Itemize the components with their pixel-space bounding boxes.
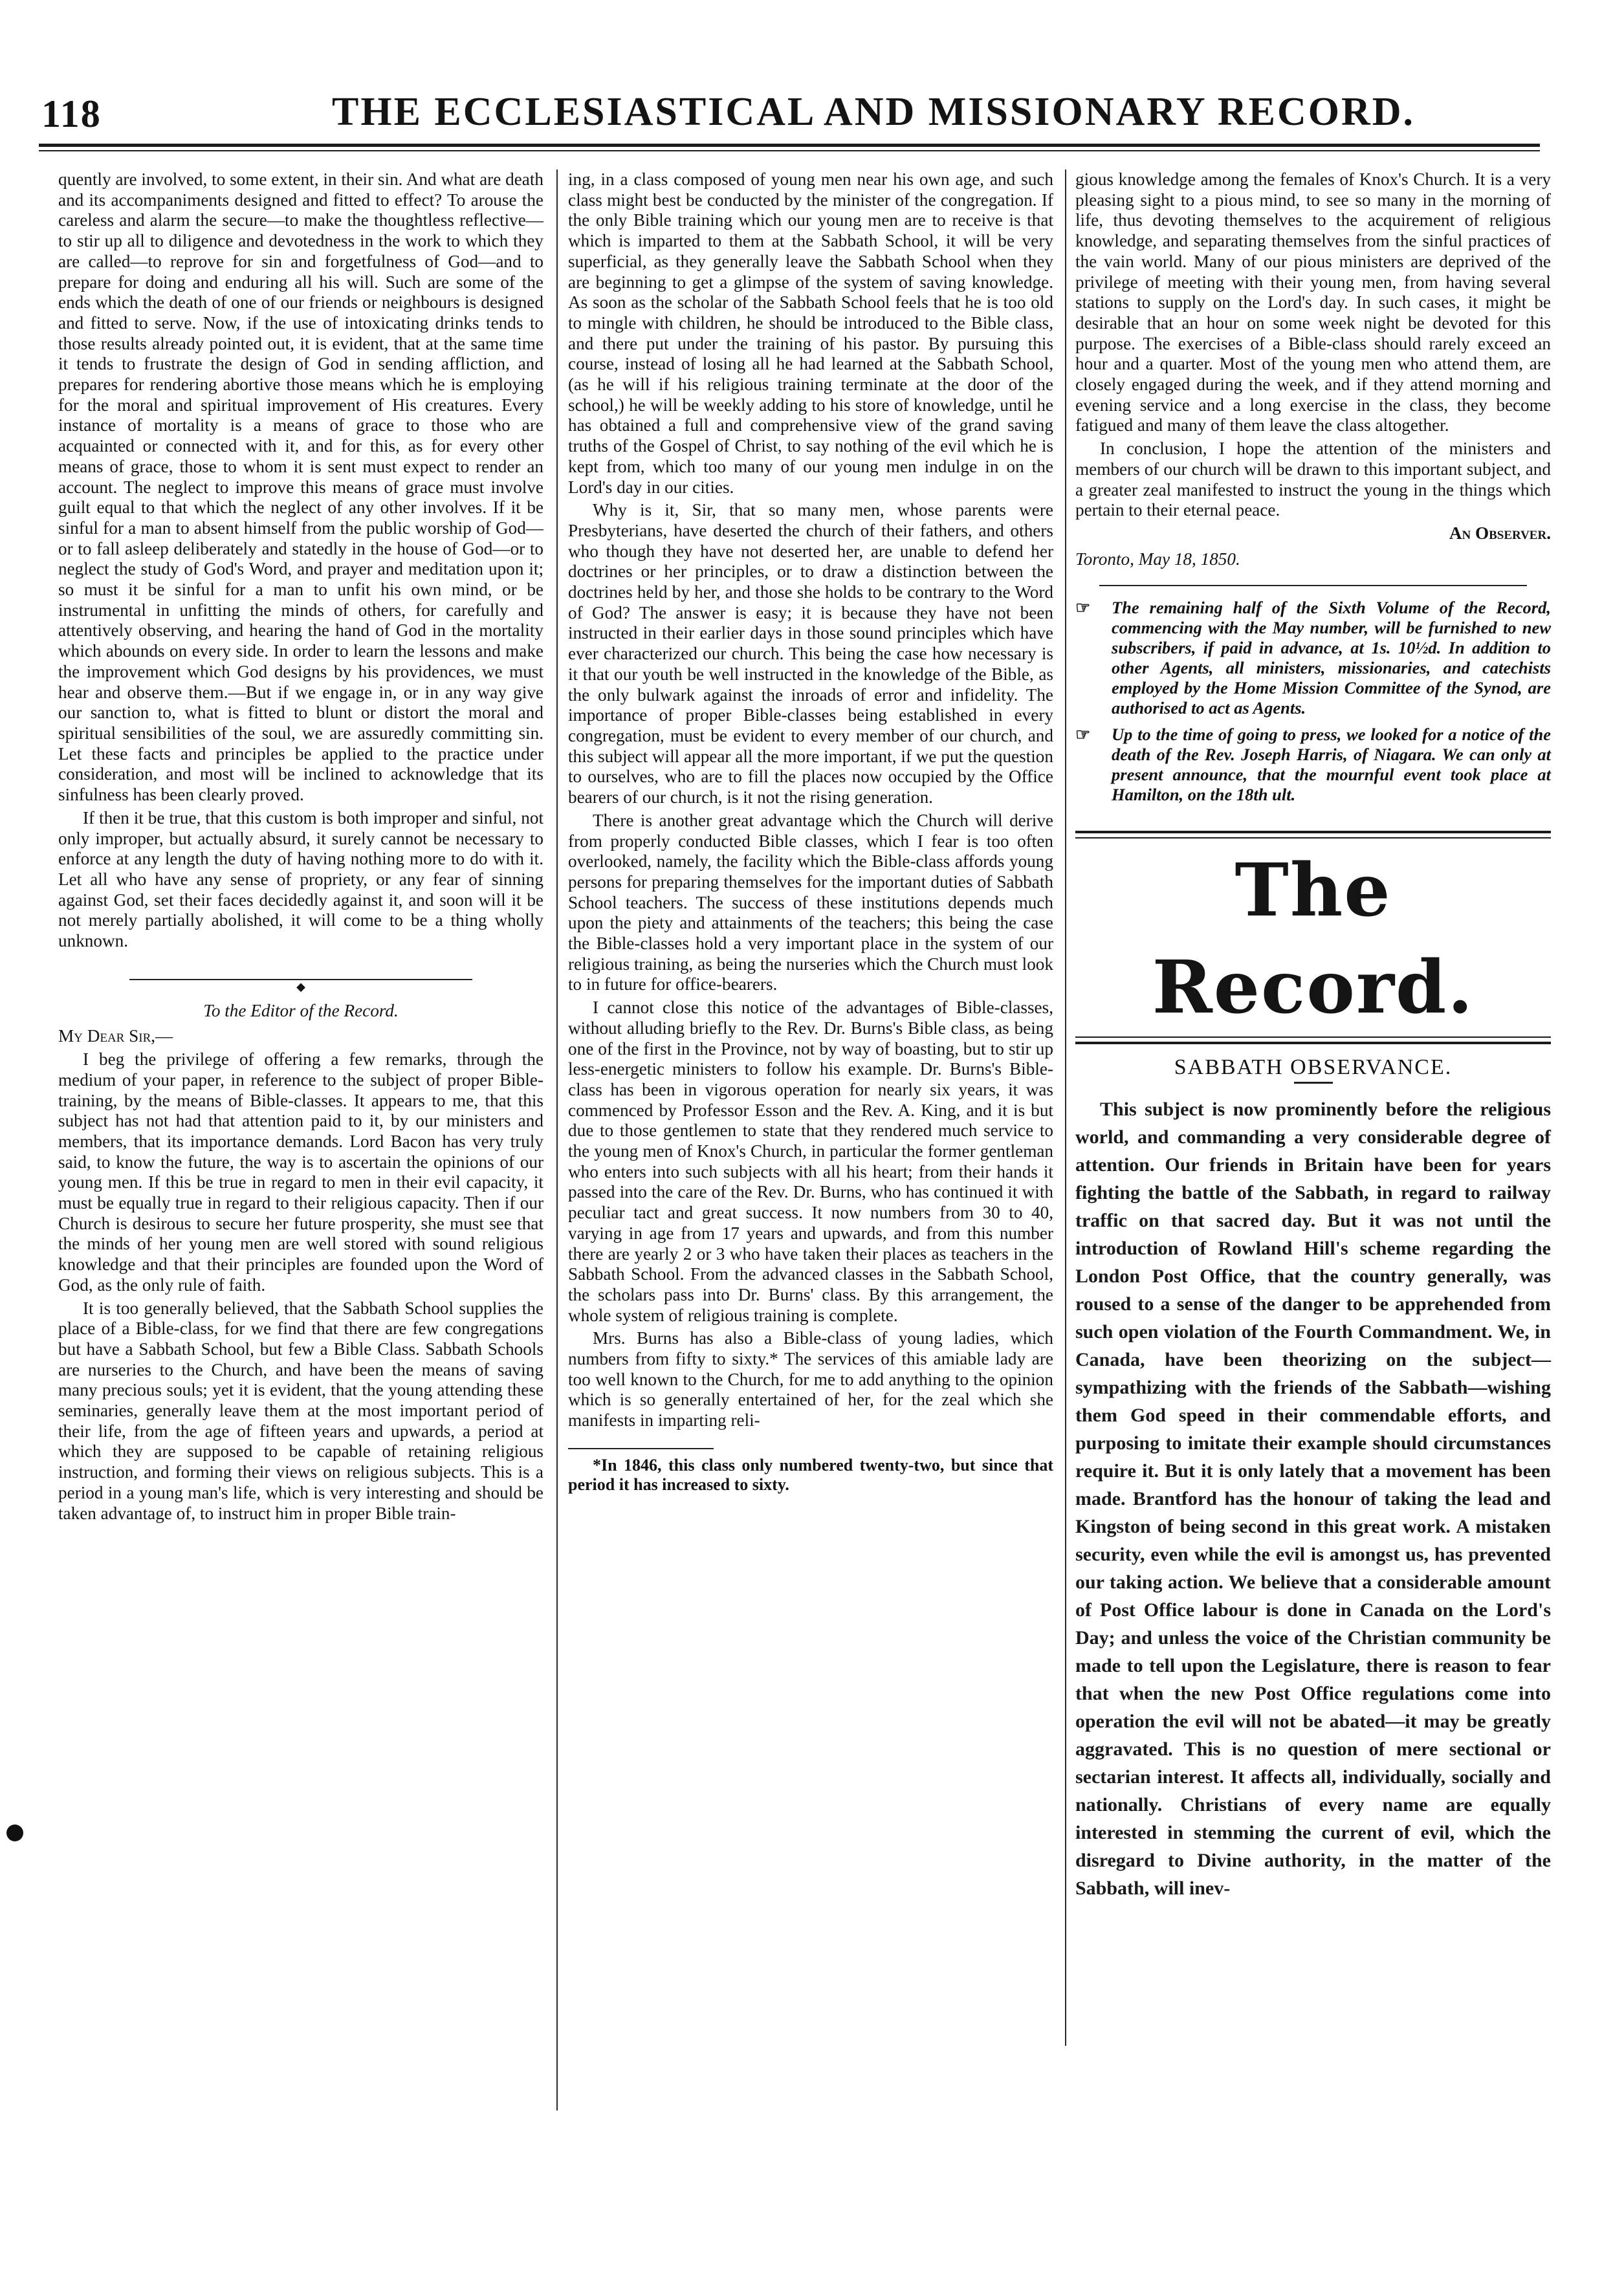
letter-paragraph: gious knowledge among the females of Knox's Church. It is a very pleasing sight to a pious mind, to see so many in the morning of life, thus devoting themselves to the acquirement of religious knowledge, and separating themselves from the sinful practices of the vain world. Many of our pious ministers are deprived of the privilege of meeting with their young men, from having several stations to supply on the Lord's day. In such cases, it might be desirable that an hour on some week night be devoted for this purpose. The exercises of a Bible-class should rarely exceed an hour and a quarter. Most of the young men who attend them, are closely engaged during the week, and if they attend morning and evening service and a long exercise in the class, they become fatigued and many of them leave the class altogether. [1075, 170, 1551, 435]
header-rule [39, 144, 1540, 147]
column-divider [556, 170, 558, 2110]
letter-paragraph: There is another great advantage which the Church will derive from properly conducted Bible classes, which I fear is too often overlooked, namely, the facility which the Bible-class affords young persons for preparing themselves for the important duties of Sabbath School teachers. The success of these institutions depends much upon the piety and attainments of the teachers; this being the case the Bible-classes hold a very important place in the system of our religious training, as being the nurseries which the Church must look to in future for office-bearers. [568, 810, 1053, 994]
section-ornament [58, 975, 543, 993]
letter-paragraph: It is too generally believed, that the Sabbath School supplies the place of a Bible-class, for we find that there are few congregations but have a Sabbath School, but few a Bible Class. Sabbath Schools are nurseries to the Church, and have been the means of saving many precious souls; yet it is evident, that the young attending these seminaries, generally leave them at the most important period of their life, from the age of fifteen years and upwards, a period at which they are supposed to be capable of retaining religious instruction, and forming their views on religious subjects. This is a period in a young man's life, which is very interesting and should be taken advantage of, to instruct him in proper Bible train- [58, 1298, 543, 1523]
pointing-hand-icon: ☞ [1075, 598, 1091, 618]
record-rule [1075, 831, 1551, 833]
letter-paragraph: I beg the privilege of offering a few remarks, through the medium of your paper, in reference to the subject of proper Bible-training, by the means of Bible-classes. It appears to me, that this subject has not had that attention paid to it, by our ministers and members, that its importance demands. Lord Bacon has very truly said, to know the future, the way is to ascertain the opinions of our young men. If this be true in regard to men in their evil capacity, it must be equally true in regard to their religious capacity. Then if our Church is desirous to secure her future prosperity, she must see that the minds of her young men are well stored with sound religious knowledge and that their principles are founded upon the Word of God, as the only rule of faith. [58, 1049, 543, 1295]
record-rule-thin [1075, 837, 1551, 839]
footnote: *In 1846, this class only numbered twenty-two, but since that period it has increased to sixty. [568, 1455, 1053, 1494]
heading-dash [1294, 1082, 1333, 1084]
record-rule [1075, 1042, 1551, 1044]
record-paragraph: This subject is now prominently before the religious world, and commanding a very considerable degree of attention. Our friends in Britain have been for years fighting the battle of the Sabbath, in regard to railway traffic on that sacred day. But it was not until the introduction of Rowland Hill's scheme regarding the London Post Office, that the country generally, was roused to a sense of the danger to be apprehended from such open violation of the Fourth Commandment. We, in Canada, have been theorizing on the subject—sympathizing with the friends of the Sabbath—wishing them God speed in their commendable efforts, and purposing to imitate their example should circumstances require it. But it is only lately that a movement has been made. Brantford has the honour of taking the lead and Kingston of being second in this great work. A mistaken security, even while the evil is amongst us, has prevented our taking action. We believe that a considerable amount of Post Office labour is done in Canada on the Lord's Day; and unless the voice of the Christian community be made to tell upon the Legislature, there is reason to fear that when the new Post Office regulations come into operation the evil will not be abated—it may be greatly aggravated. This is no question of mere sectional or sectarian interest. It affects all, individually, socially and nationally. Christians of every name are equally interested in stemming the current of evil, which the disregard to Divine authority, in the matter of the Sabbath, will inev- [1075, 1099, 1551, 1900]
letter-salutation: My Dear Sir,— [58, 1026, 173, 1046]
column-1 [58, 170, 543, 1526]
ink-blot [6, 1825, 23, 1841]
page-number: 118 [41, 93, 102, 135]
letter-heading: To the Editor of the Record. [203, 1000, 399, 1020]
record-section [1075, 831, 1551, 1902]
letter-paragraph: In conclusion, I hope the attention of the ministers and members of our church will be drawn to this important subject, and a greater zeal manifested to instruct the young in the things which pertain to their eternal peace. [1075, 439, 1551, 520]
article-paragraph: If then it be true, that this custom is both improper and sinful, not only improper, but actually absurd, it surely cannot be necessary to enforce at any length the duty of having nothing more to do with it. Let all who have any sense of propriety, or any fear of sinning against God, set their faces decidedly against it, and soon will it be not merely partially abolished, it will come to be a thing wholly unknown. [58, 807, 543, 951]
record-rule-thin [1075, 1036, 1551, 1038]
record-masthead: The Record. [1152, 848, 1475, 1031]
letter-paragraph: Why is it, Sir, that so many men, whose parents were Presbyterians, have deserted the church of their fathers, and others who though they have not deserted her, are unable to defend her doctrines or her principles, or to draw a distinction between the doctrines held by her, and those she holds to be contrary to the Word of God? The answer is easy; it is because they have not been instructed in their earlier days in those sound principles which have ever characterized our church. This being the case how necessary is it that our youth be well instructed in the knowledge of the Bible, as the only bulwark against the inroads of error and infidelity. The importance of proper Bible-classes being established in every congregation, must be evident to every member of our church, and this subject will appear all the more important, if we put the question to ourselves, who are to fill the places now occupied by the Office bearers of our church, is it not the rising generation. [568, 500, 1053, 807]
notice-death [1075, 725, 1551, 805]
column-divider [1065, 170, 1066, 2046]
column-2 [568, 170, 1053, 1497]
section-heading: SABBATH OBSERVANCE. [1174, 1055, 1453, 1080]
column-3 [1075, 170, 1551, 1905]
letter-paragraph: Mrs. Burns has also a Bible-class of young ladies, which numbers from fifty to sixty.* The services of this amiable lady are too well known to the Church, for me to add anything to the opinion which is so generally entertained of her, for the zeal which she manifests in imparting reli- [568, 1328, 1053, 1430]
letter-paragraph: ing, in a class composed of young men near his own age, and such class might best be conducted by the minister of the congregation. If the only Bible training which our young men are to receive is that which is imparted to them at the Sabbath School, it will be very superficial, as they generally leave the Sabbath School when they are beginning to get a glimpse of the system of saving knowledge. As soon as the scholar of the Sabbath School feels that he is too old to mingle with children, he should be introduced to the Bible class, and there put under the training of his pastor. By pursuing this course, instead of losing all he had learned at the Sabbath School, (as he will if his religious training terminate at the door of the school,) he will be weekly adding to his store of knowledge, until he has obtained a full and comprehensive view of the grand saving truths of the Gospel of Christ, to say nothing of the evil which he is kept from, which too many of our young men indulge in on the Lord's day in our cities. [568, 170, 1053, 497]
notice-text: The remaining half of the Sixth Volume of the Record, commencing with the May number, will be furnished to new subscribers, if paid in advance, at 1s. 10½d. In addition to other Agents, all ministers, missionaries, and catechists employed by the Home Mission Committee of the Synod, are authorised to act as Agents. [1112, 598, 1551, 718]
footnote-rule [568, 1448, 714, 1449]
divider [1099, 585, 1528, 586]
ornament-diamond-icon: ◆ [291, 980, 311, 993]
notice-text: Up to the time of going to press, we looked for a notice of the death of the Rev. Joseph Harris, of Niagara. We can only at present announce, that the mournful event took place at Hamilton, on the 18th ult. [1112, 725, 1551, 805]
letter-paragraph: I cannot close this notice of the advantages of Bible-classes, without alluding briefly to the Rev. Dr. Burns's Bible class, as being one of the first in the Province, not by way of boasting, but to stir up less-energetic ministers to follow his example. Dr. Burns's Bible-class has been in vigorous operation for nearly six years, it was commenced by Professor Esson and the Rev. A. King, and it is but due to those gentlemen to state that they rendered much service to the young men of Knox's Church, in particular the former gentleman who enters into such subjects with all his heart; from their hands it passed into the care of the Rev. Dr. Burns, who has continued it with peculiar tact and great success. It now numbers from 30 to 40, varying in age from 17 years and upwards, and from this number there are yearly 2 or 3 who have taken their places as teachers in the Sabbath School. From the advanced classes in the Sabbath School, the scholars pass into Dr. Burns' class. By this arrangement, the whole system of religious training is complete. [568, 998, 1053, 1325]
notice-subscription [1075, 598, 1551, 718]
header-rule-thin [39, 150, 1540, 151]
record-body [1075, 1095, 1551, 1902]
pointing-hand-icon: ☞ [1075, 725, 1091, 745]
letter-dateline: Toronto, May 18, 1850. [1075, 549, 1240, 569]
page-title: THE ECCLESIASTICAL AND MISSIONARY RECORD. [331, 90, 1416, 134]
article-paragraph: quently are involved, to some extent, in their sin. And what are death and its accompaniments designed and fitted to effect? To arouse the careless and alarm the secure—to make the thoughtless reflective—to stir up all to diligence and devotedness in the work to which they are called—to reprove for sin and forgetfulness of God—and to prepare for doing and enduring all his will. Such are some of the ends which the death of one of our friends or neighbours is designed and fitted to serve. Now, if the use of intoxicating drinks tends to those results already pointed out, it is evident, that at the same time it tends to frustrate the design of God in sending affliction, and prepares for rendering abortive those means which he is employing for the moral and spiritual improvement of His creatures. Every instance of mortality is a means of grace to those who are acquainted or connected with it, and for this, as for every other means of grace, those to whom it is sent must expect to render an account. The neglect to improve this means of grace must involve guilt equal to that which the neglect of any other involves. If it be sinful for a man to absent himself from the public worship of God—or to fall asleep deliberately and statedly in the house of God—or to neglect the study of God's Word, and prayer and meditation upon it; so must it be sinful for a man to unfit his own mind, or be instrumental in unfitting the minds of others, for carefully and attentively observing, and hearing the hand of God in the mortality which abounds on every side. In order to learn the lessons and make the improvement which God designs by his providences, we must hear and observe them.—But if we engage in, or in any way give our sanction to, what is fitted to blunt or distort the moral and spiritual sensibilities of the soul, we are assuredly committing sin. Let these facts and principles be applied to the practice under consideration, and most will be inclined to acknowledge that its sinfulness has been clearly proved. [58, 170, 543, 805]
letter-signature: An Observer. [1449, 523, 1551, 543]
